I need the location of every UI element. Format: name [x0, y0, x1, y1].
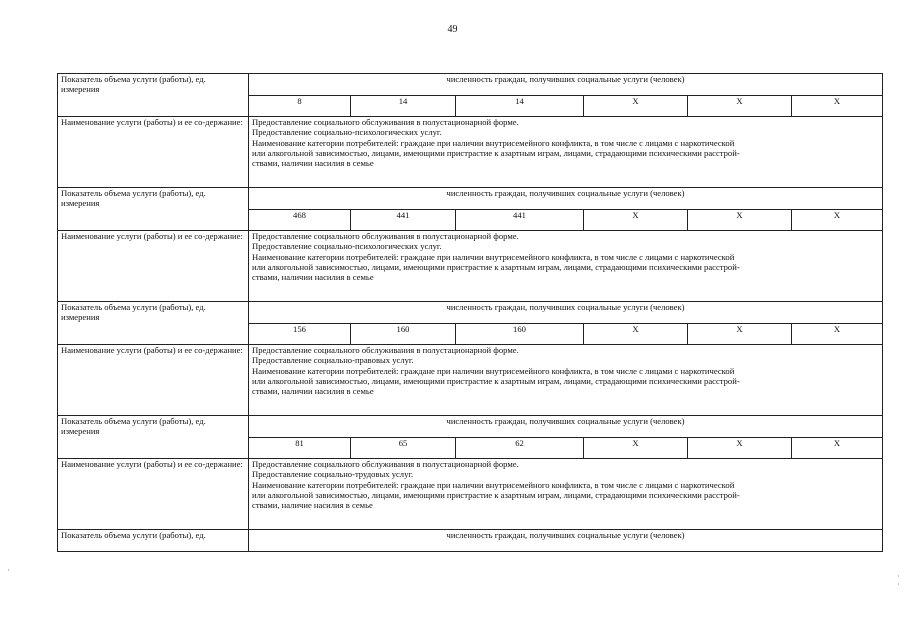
- volume-indicator-row: [58, 74, 883, 96]
- volume-indicator-label: Показатель объема услуги (работы), ед. измерения: [58, 416, 249, 459]
- volume-indicator-row: [58, 302, 883, 324]
- description-line: Предоставление социально-правовых услуг.: [252, 355, 414, 366]
- service-name-row: [58, 117, 883, 188]
- description-line: Предоставление социального обслуживания в полустационарной форме.: [252, 117, 519, 127]
- description-line: ствами, наличии насилия в семье: [252, 272, 374, 283]
- volume-value: 65: [351, 438, 456, 459]
- description-line: Предоставление социально-психологических услуг.: [252, 127, 442, 138]
- description-line: или алкогольной зависимостью, лицами, имеющими пристрастие к азартным играм, лицами, страдающими психическими расстрой-: [252, 261, 740, 272]
- volume-indicator-row: [58, 188, 883, 210]
- volume-value: 160: [351, 324, 456, 345]
- service-name-label: Наименование услуги (работы) и ее со-держание:: [58, 231, 249, 302]
- volume-value: 441: [456, 210, 584, 231]
- description-line: Наименование категории потребителей: граждане при наличии внутрисемейного конфликта, в том числе с лицами с наркотической: [252, 251, 735, 262]
- volume-indicator-label: Показатель объема услуги (работы), ед. измерения: [58, 188, 249, 231]
- volume-value: 156: [249, 324, 351, 345]
- service-name-row: [58, 231, 883, 302]
- description-line: или алкогольной зависимостью, лицами, имеющими пристрастие к азартным играм, лицами, страдающими психическими расстрой-: [252, 147, 740, 158]
- service-description: [249, 459, 883, 530]
- volume-value: 81: [249, 438, 351, 459]
- volume-value: Х: [688, 210, 792, 231]
- description-line: ствами, наличие насилия в семье: [252, 500, 373, 511]
- volume-value: 14: [351, 96, 456, 117]
- volume-value: 160: [456, 324, 584, 345]
- description-line: Предоставление социального обслуживания в полустационарной форме.: [252, 459, 519, 469]
- service-name-row: [58, 459, 883, 530]
- volume-value: 441: [351, 210, 456, 231]
- volume-value: Х: [584, 96, 688, 117]
- service-name-label: Наименование услуги (работы) и ее со-держание:: [58, 459, 249, 530]
- description-line: Предоставление социально-психологических услуг.: [252, 241, 442, 252]
- volume-indicator-label: Показатель объема услуги (работы), ед.: [58, 530, 249, 552]
- description-line: Наименование категории потребителей: граждане при наличии внутрисемейного конфликта, в том числе с лицами с наркотической: [252, 137, 735, 148]
- margin-mark: ·: [897, 572, 900, 581]
- volume-value: Х: [792, 210, 883, 231]
- volume-value: Х: [792, 96, 883, 117]
- volume-indicator-row: [58, 530, 883, 552]
- volume-value: Х: [792, 438, 883, 459]
- volume-value: 468: [249, 210, 351, 231]
- description-line: ствами, наличии насилия в семье: [252, 158, 374, 169]
- description-line: ствами, наличии насилия в семье: [252, 386, 374, 397]
- volume-value: 14: [456, 96, 584, 117]
- volume-indicator-label: Показатель объема услуги (работы), ед. измерения: [58, 302, 249, 345]
- volume-unit: численность граждан, получивших социальные услуги (человек): [249, 188, 883, 210]
- volume-value: Х: [584, 210, 688, 231]
- page-number: 49: [447, 24, 458, 35]
- volume-unit: численность граждан, получивших социальные услуги (человек): [249, 74, 883, 96]
- description-line: или алкогольной зависимостью, лицами, имеющими пристрастие к азартным играм, лицами, страдающими психическими расстрой-: [252, 489, 740, 500]
- service-description: [249, 231, 883, 302]
- description-line: Наименование категории потребителей: граждане при наличии внутрисемейного конфликта, в том числе с лицами с наркотической: [252, 365, 735, 376]
- service-name-label: Наименование услуги (работы) и ее со-держание:: [58, 117, 249, 188]
- volume-indicator-label: Показатель объема услуги (работы), ед. измерения: [58, 74, 249, 117]
- volume-unit: численность граждан, получивших социальные услуги (человек): [249, 302, 883, 324]
- service-name-label: Наименование услуги (работы) и ее со-держание:: [58, 345, 249, 416]
- volume-value: 8: [249, 96, 351, 117]
- margin-mark: ·: [7, 566, 10, 575]
- description-line: Предоставление социального обслуживания в полустационарной форме.: [252, 231, 519, 241]
- service-description: [249, 345, 883, 416]
- service-name-row: [58, 345, 883, 416]
- description-line: Наименование категории потребителей: граждане при наличии внутрисемейного конфликта, в том числе с лицами с наркотической: [252, 479, 735, 490]
- volume-value: Х: [792, 324, 883, 345]
- description-line: Предоставление социально-трудовых услуг.: [252, 469, 414, 480]
- description-line: или алкогольной зависимостью, лицами, имеющими пристрастие к азартным играм, лицами, страдающими психическими расстрой-: [252, 375, 740, 386]
- volume-value: Х: [688, 438, 792, 459]
- volume-value: Х: [688, 96, 792, 117]
- services-table: [57, 73, 883, 552]
- volume-value: Х: [688, 324, 792, 345]
- margin-mark: ·: [897, 580, 900, 589]
- volume-unit: численность граждан, получивших социальные услуги (человек): [249, 530, 883, 552]
- service-description: [249, 117, 883, 188]
- volume-value: Х: [584, 324, 688, 345]
- volume-unit: численность граждан, получивших социальные услуги (человек): [249, 416, 883, 438]
- volume-value: Х: [584, 438, 688, 459]
- description-line: Предоставление социального обслуживания в полустационарной форме.: [252, 345, 519, 355]
- volume-indicator-row: [58, 416, 883, 438]
- volume-value: 62: [456, 438, 584, 459]
